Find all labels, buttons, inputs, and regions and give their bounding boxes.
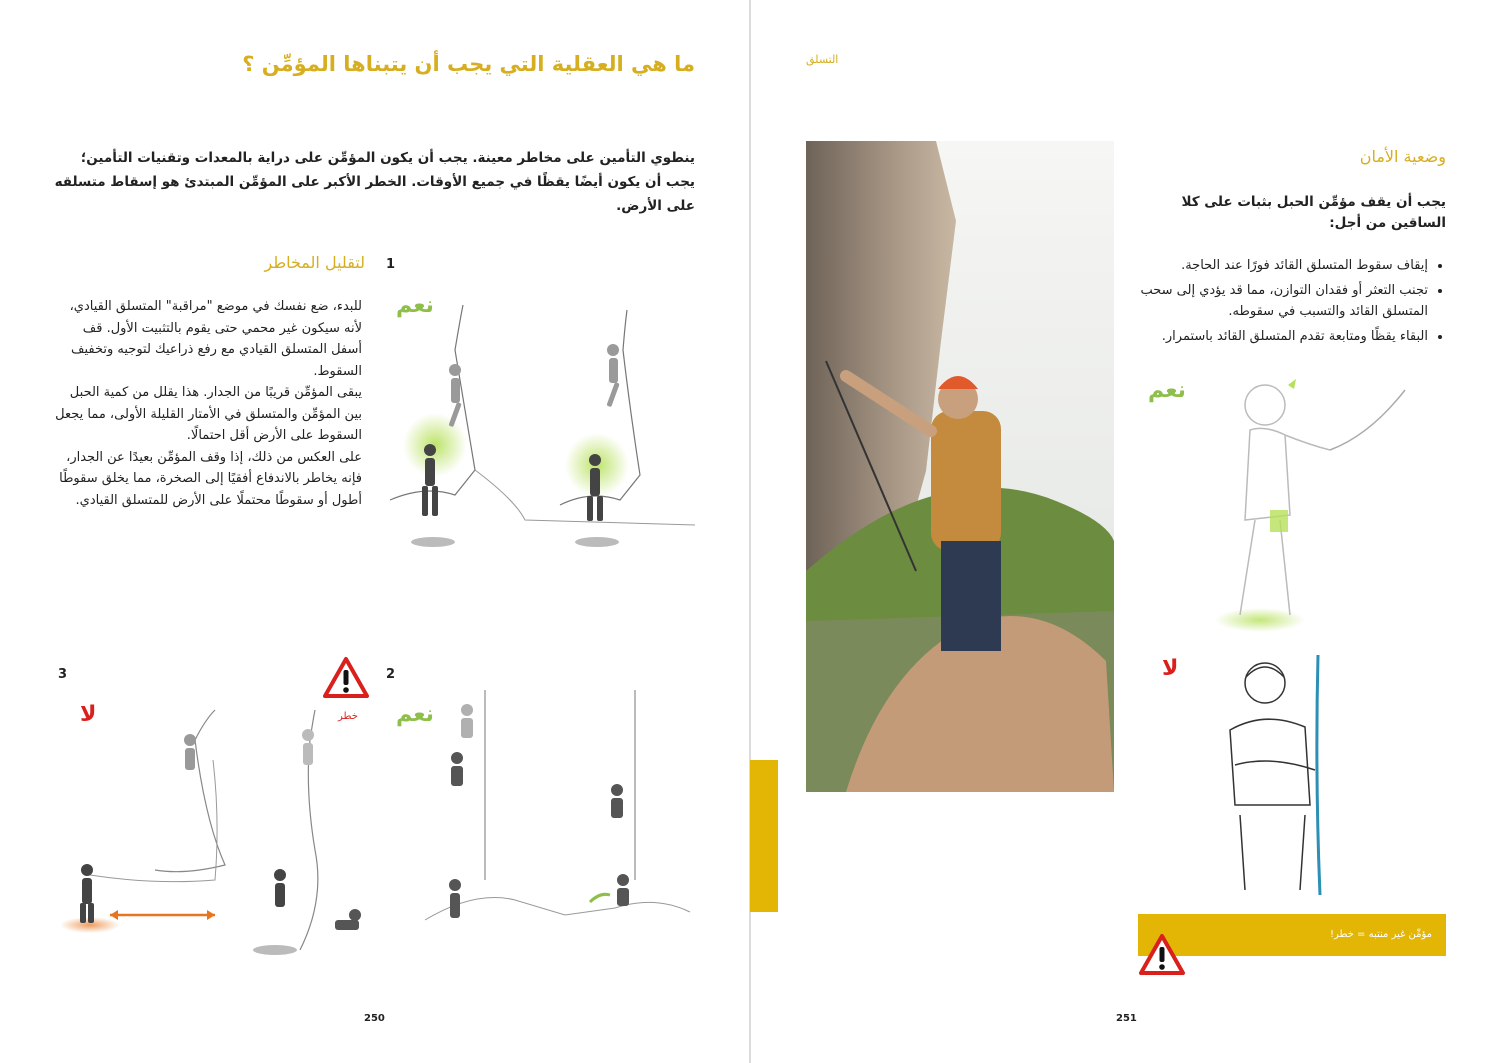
climber-figure-2 [606,344,619,407]
page-number-left: 250 [364,1013,385,1024]
risk-paragraph-3: على العكس من ذلك، إذا وقف المؤمِّن بعيدًا عن الجدار، فإنه يخاطر بالاندفاع أفقيًا إلى الصخرة، مما يخلق سقوطًا أطول أو سقوطًا محتملًا على الأرض للمتسلق القيادي. [59,449,362,508]
risk-paragraph-2: يبقى المؤمِّن قريبًا من الجدار. هذا يقلل من كمية الحبل بين المؤمِّن والمتسلق في الأمتار القليلة الأولى، مما يجعل السقوط على الأرض أقل احتمالًا. [55,385,362,443]
yes-label-stance: نعم [1148,378,1186,403]
section-title-safety-stance: وضعية الأمان [1359,147,1446,166]
belayer-figure-3 [449,879,461,918]
belayer-figure-4 [617,874,629,906]
safety-bullet-2: • تجنب التعثر أو فقدان التوازن، مما قد يؤدي إلى سحب المتسلق القائد والتسبب في سقوطه. [1130,280,1428,323]
falling-climber-2 [611,784,623,818]
page-number-right: 251 [1116,1013,1137,1024]
falling-climber [451,752,463,786]
warning-note-text: مؤمِّن غير منتبه = خطر! [1329,929,1432,940]
no-label-fig3: لا [80,702,97,727]
climber-figure-ghost [302,729,314,765]
intro-paragraph: ينطوي التأمين على مخاطر معينة. يجب أن يكون المؤمِّن على دراية بالمعدات وتقنيات التأمين؛ يجب أن يكون أيضًا يقظًا في جميع الأوقات. الخطر الأكبر على المؤمِّن المبتدئ هو إسقاط متسلقه على الأرض. [54,150,695,214]
safety-lead-text: يجب أن يقف مؤمِّن الحبل بثبات على كلا الساقين من أجل: [1181,194,1446,231]
danger-warning-icon [322,656,370,700]
figure-number-1: 1 [386,257,396,272]
chapter-tab [750,760,778,912]
figure-1-illustration [385,290,705,560]
danger-label: خطر [338,711,358,722]
safety-bullet-list [1130,255,1446,350]
belayer-figure-pulled [274,869,286,907]
chapter-header: التسلق [806,53,839,66]
climber-belaying-photo [806,141,1114,792]
risk-body-text [52,296,362,511]
belayer-figure-far [80,864,94,923]
correct-stance-illustration [1200,375,1420,640]
safety-bullet-3: • البقاء يقظًا ومتابعة تقدم المتسلق القائد باستمرار. [1130,326,1428,348]
risk-paragraph-1: للبدء، ضع نفسك في موضع "مراقبة" المتسلق القيادي، لأنه سيكون غير محمي حتى يقوم بالتثبيت الأول. قف أسفل المتسلق القيادي مع رفع ذراعيك لتوجيه وتخفيف السقوط. [69,299,362,379]
yes-label-fig2: نعم [396,702,434,727]
figure-3-illustration [55,700,375,960]
warning-triangle-icon [1138,933,1186,977]
section-title-reduce-risk: لتقليل المخاطر [264,253,365,272]
figure-number-2: 2 [386,667,396,682]
no-label-stance: لا [1162,656,1179,681]
climber-figure-3 [184,734,196,770]
incorrect-stance-illustration [1220,655,1345,895]
figure-2-illustration [395,680,695,950]
figure-number-3: 3 [58,667,68,682]
yes-label-fig1: نعم [396,293,434,318]
climber-fallen [335,909,361,930]
safety-bullet-1: • إيقاف سقوط المتسلق القائد فورًا عند الحاجة. [1130,255,1428,277]
falling-climber-ghost [461,704,473,738]
page-title: ما هي العقلية التي يجب أن يتبناها المؤمِّن ؟ [242,52,695,76]
